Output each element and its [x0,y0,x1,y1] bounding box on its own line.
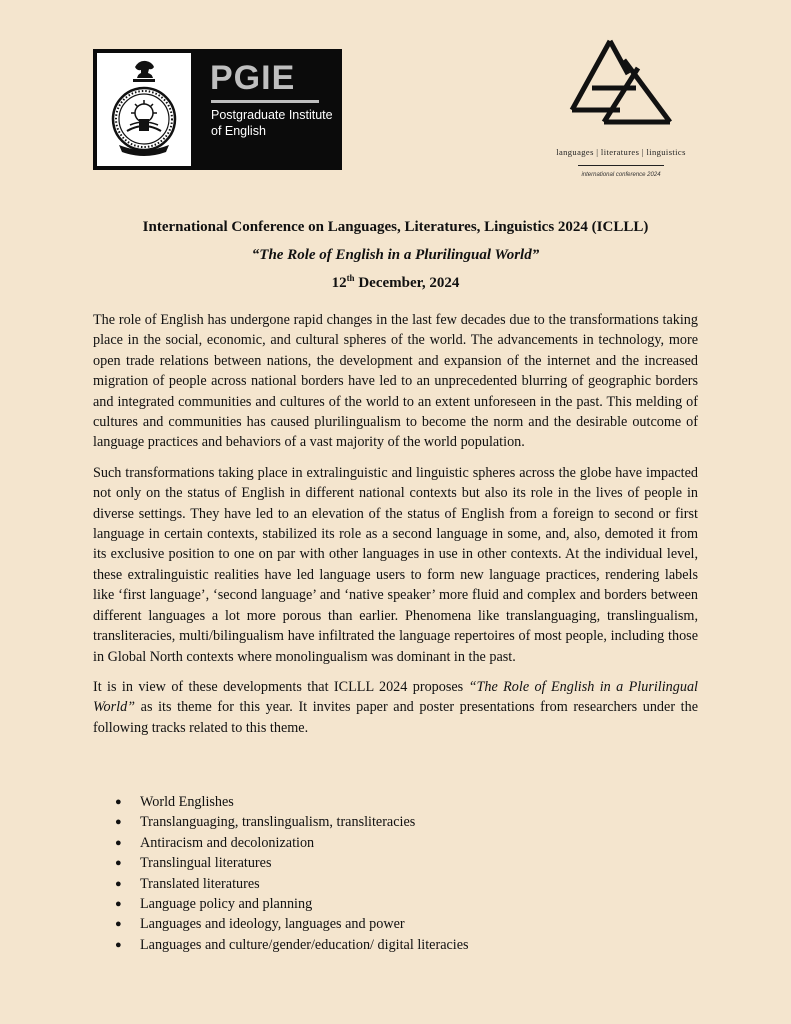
paragraph-3 [93,677,698,738]
paragraph-3-theme: “The Role of English in a Plurilingual World” [93,678,698,716]
pgie-wordmark: PGIE [210,59,296,97]
list-item: ● World Englishes [93,792,698,812]
date-day: 12 [331,275,347,291]
conference-logo [536,38,706,188]
triangle-logo-icon [566,38,676,138]
list-item: ● Languages and culture/gender/education/ digital literacies [93,935,698,955]
tracks-list [93,792,698,955]
list-item: ● Translated literatures [93,874,698,894]
tagline-divider [578,165,664,166]
title-block [93,218,698,292]
list-item: ● Language policy and planning [93,894,698,914]
paragraph-3-intro: It is in view of these developments that ICLLL 2024 proposes [93,678,469,695]
pgie-subtitle: Postgraduate Institute of English [211,108,333,138]
date-rest: December, 2024 [354,275,460,291]
list-item: ● Languages and ideology, languages and power [93,914,698,934]
paragraph-3-outro: as its theme for this year. It invites paper and poster presentations from researchers under the following tracks related to this theme. [93,699,698,736]
list-item: ● Antiracism and decolonization [93,833,698,853]
pgie-logo [93,49,342,170]
paragraph-2: Such transformations taking place in extralinguistic and linguistic spheres across the globe have impacted not only on the status of English in different national contexts but also its role in the lives of people in diverse settings. They have led to an elevation of the status of English from a foreign to second or first language in certain contexts, stabilized its role as a second language in some, and, also, demoted it from its exclusive position to one on par with other languages in use in other contexts. At the individual level, these extralinguistic realities have led language users to form new language practices, rendering labels like ‘first language’, ‘second language’ and ‘native speaker’ more fluid and complex and borders between different languages a lot more porous than earlier. Phenomena like translanguaging, translingualism, transliteracies, multi/bilingualism have infiltrated the language repertoires of most people, including those in Global North contexts where monolingualism was dominant in the past. [93,464,698,665]
body-text [93,310,698,738]
paragraph-1: The role of English has undergone rapid changes in the last few decades due to the transformations taking place in the social, economic, and cultural spheres of the world. The advancements in technology, more open trade relations between nations, the development and expansion of the internet and the increased migration of people across national borders have led to an unprecedented blurring of geographic borders and integrated communities and cultures of the world to an extent unforeseen in the past. This melding of cultures and communities has caused plurilingualism to become the norm and the desirable outcome of language practices and behaviors of a vast majority of the world population. [93,312,698,451]
list-item: ● Translanguaging, translingualism, transliteracies [93,812,698,832]
conference-date [93,274,698,292]
conference-title: International Conference on Languages, Literatures, Linguistics 2024 (ICLLL) [142,219,649,235]
conference-caption: international conference 2024 [581,172,661,178]
conference-theme: “The Role of English in a Plurilingual World” [251,247,540,263]
logo-divider [211,100,319,103]
date-suffix: th [346,273,355,283]
university-crest-icon [97,53,191,166]
list-item: ● Translingual literatures [93,853,698,873]
conference-tagline: languages | literatures | linguistics [556,147,686,157]
